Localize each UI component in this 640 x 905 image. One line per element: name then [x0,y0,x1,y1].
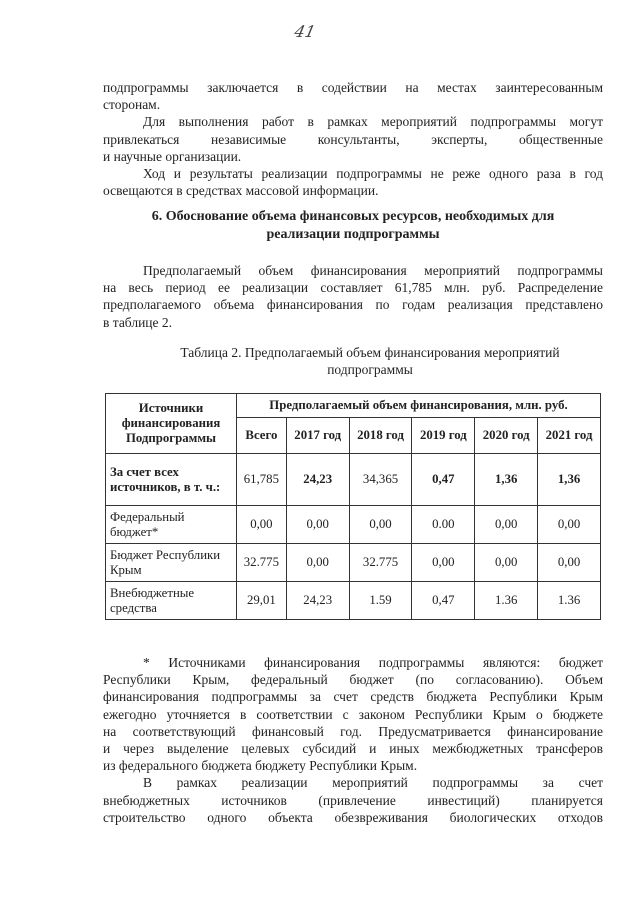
text-line: в таблице 2. [103,314,173,330]
text-line: освещаются в средствах массовой информации. [103,183,379,199]
row-value: 0.00 [412,506,475,544]
row-source: Федеральный бюджет* [106,506,237,544]
table-row [106,544,601,582]
row-value: 0,00 [538,506,601,544]
table-caption [140,344,600,378]
row-total: 32.775 [237,544,287,582]
table-header-row [106,394,601,418]
text-line: Для выполнения работ в рамках мероприятий подпрограммы могут [143,114,603,130]
intro-text [103,79,603,199]
header-source: Источники финансирования Подпрограммы [106,394,237,454]
text-line: * Источниками финансирования подпрограммы являются: бюджет [143,655,603,670]
text-line: Ход и результаты реализации подпрограммы не реже одного раза в год [143,166,603,182]
row-value: 1.59 [349,582,412,620]
row-value: 0,00 [286,506,349,544]
row-value: 34,365 [349,454,412,506]
text-line: В рамках реализации мероприятий подпрограммы за счет [143,775,603,791]
table-row [106,582,601,620]
row-value: 0,47 [412,582,475,620]
table-row [106,454,601,506]
row-source: Бюджет Республики Крым [106,544,237,582]
text-line: и научные организации. [103,148,242,164]
section-heading-line: реализации подпрограммы [266,227,440,242]
section-heading [103,208,603,244]
section-paragraph [103,262,603,331]
table-row [106,506,601,544]
header-group: Предполагаемый объем финансирования, млн. руб. [237,394,601,418]
row-value: 0,00 [538,544,601,582]
footnote-text [103,654,603,826]
row-value: 32.775 [349,544,412,582]
text-line: финансирования подпрограммы за счет средств бюджета Республики Крым [103,689,603,705]
text-line: Республики Крым, федеральный бюджет (по согласованию). Объем [103,672,603,688]
row-value: 0,00 [349,506,412,544]
text-line: на весь период ее реализации составляет 61,785 млн. руб. Распределение [103,280,603,296]
text-line: сторонам. [103,97,161,113]
row-total: 61,785 [237,454,287,506]
row-value: 1.36 [475,582,538,620]
row-value: 1,36 [538,454,601,506]
text-line: Предполагаемый объем финансирования мероприятий подпрограммы [143,263,603,278]
page-number: 41 [292,22,318,41]
text-line: привлекаться независимые консультанты, эксперты, общественные [103,131,603,147]
row-value: 0,00 [475,506,538,544]
row-value: 0,00 [475,544,538,582]
table-caption-line: Таблица 2. Предполагаемый объем финансирования мероприятий [180,345,560,360]
row-value: 0,00 [286,544,349,582]
text-line: подпрограммы заключается в содействии на местах заинтересованным [103,80,603,95]
header-year: 2018 год [349,418,412,454]
header-year: 2017 год [286,418,349,454]
row-value: 24,23 [286,582,349,620]
header-year: 2020 год [475,418,538,454]
text-line: внебюджетных источников (привлечение инвестиций) планируется [103,792,603,808]
row-source: Внебюджетные средства [106,582,237,620]
row-value: 0,00 [412,544,475,582]
row-value: 1,36 [475,454,538,506]
table-caption-line: подпрограммы [327,362,413,377]
header-year: 2021 год [538,418,601,454]
text-line: строительство одного объекта обезвреживания биологических отходов [103,809,603,825]
section-heading-line: 6. Обоснование объема финансовых ресурсов, необходимых для [151,209,555,224]
text-line: на соответствующий финансовый год. Предусматривается финансирование [103,723,603,739]
row-total: 0,00 [237,506,287,544]
row-value: 24,23 [286,454,349,506]
text-line: и через выделение целевых субсидий и иных межбюджетных трансферов [103,741,603,757]
text-line: из федерального бюджета бюджету Республики Крым. [103,758,418,774]
row-total: 29,01 [237,582,287,620]
text-line: ежегодно уточняется в соответствии с законом Республики Крым о бюджете [103,706,603,722]
row-value: 1.36 [538,582,601,620]
header-year: 2019 год [412,418,475,454]
header-total: Всего [237,418,287,454]
financing-table [105,393,601,620]
text-line: предполагаемого объема финансирования по годам реализация представлено [103,297,603,313]
row-value: 0,47 [412,454,475,506]
row-source: За счет всех источников, в т. ч.: [106,454,237,506]
